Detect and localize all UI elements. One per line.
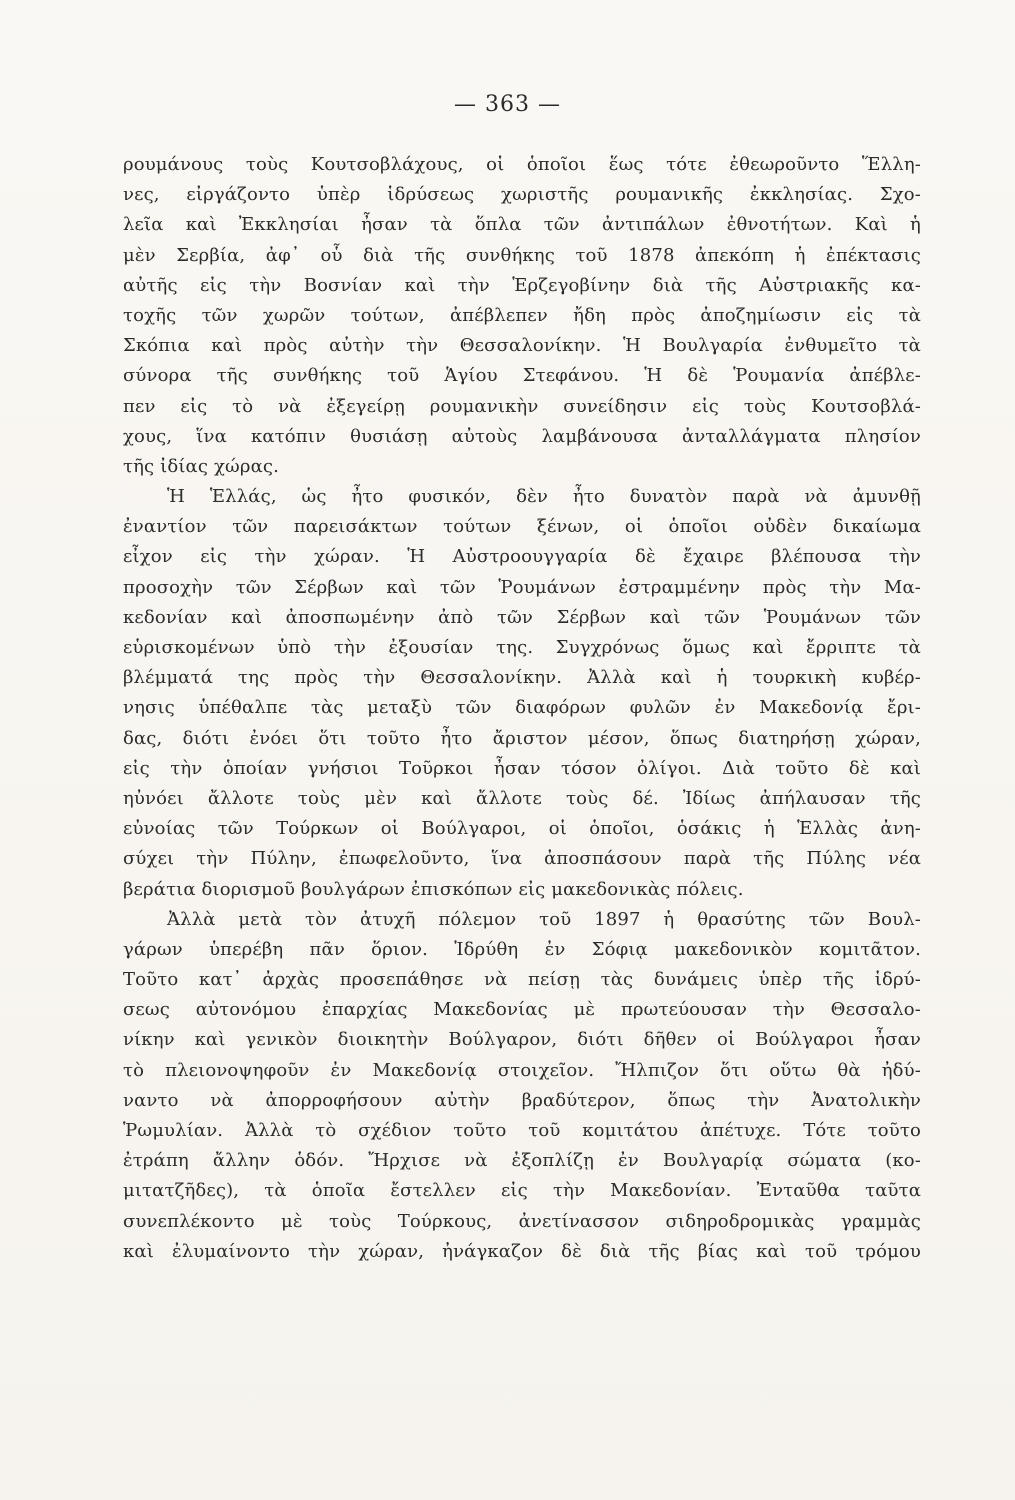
- text-line: ἐτράπη ἄλλην ὁδόν. Ἤρχισε νὰ ἐξοπλίζῃ ἐν Βουλγαρίᾳ σώματα (κο-: [123, 1150, 921, 1172]
- text-line: συνεπλέκοντο μὲ τοὺς Τούρκους, ἀνετίνασσον σιδηροδρομικὰς γραμμὰς: [123, 1210, 921, 1232]
- text-line: βλέμματά της πρὸς τὴν Θεσσαλονίκην. Ἀλλὰ καὶ ἡ τουρκικὴ κυβέρ-: [123, 667, 921, 689]
- text-line: προσοχὴν τῶν Σέρβων καὶ τῶν Ῥουμάνων ἐστραμμένην πρὸς τὴν Μα-: [123, 576, 921, 598]
- text-line: Σκόπια καὶ πρὸς αὐτὴν τὴν Θεσσαλονίκην. Ἡ Βουλγαρία ἐνθυμεῖτο τὰ: [123, 335, 921, 357]
- text-line: μιτατζῆδες), τὰ ὁποῖα ἔστελλεν εἰς τὴν Μακεδονίαν. Ἐνταῦθα ταῦτα: [123, 1180, 921, 1202]
- text-line: ρουμάνους τοὺς Κουτσοβλάχους, οἱ ὁποῖοι ἕως τότε ἐθεωροῦντο Ἕλλη-: [123, 154, 921, 175]
- text-line: Τοῦτο κατ᾽ ἀρχὰς προσεπάθησε νὰ πείσῃ τὰς δυνάμεις ὑπὲρ τῆς ἱδρύ-: [123, 969, 921, 991]
- text-line: τοχῆς τῶν χωρῶν τούτων, ἀπέβλεπεν ἤδη πρὸς ἀποζημίωσιν εἰς τὰ: [123, 304, 921, 326]
- text-line: εἰς τὴν ὁποίαν γνήσιοι Τοῦρκοι ἦσαν τόσον ὀλίγοι. Διὰ τοῦτο δὲ καὶ: [123, 757, 921, 779]
- text-line: χους, ἵνα κατόπιν θυσιάσῃ αὐτοὺς λαμβάνουσα ἀνταλλάγματα πλησίον: [123, 425, 921, 447]
- text-line: ηὐνόει ἄλλοτε τοὺς μὲν καὶ ἄλλοτε τοὺς δέ. Ἰδίως ἀπήλαυσαν τῆς: [123, 787, 921, 809]
- text-line: δας, διότι ἐνόει ὅτι τοῦτο ἦτο ἄριστον μέσον, ὅπως διατηρήσῃ χώραν,: [123, 727, 921, 749]
- text-line: Ἀλλὰ μετὰ τὸν ἀτυχῆ πόλεμον τοῦ 1897 ἡ θρασύτης τῶν Βουλ-: [167, 908, 921, 930]
- text-line: νες, εἰργάζοντο ὑπὲρ ἱδρύσεως χωριστῆς ρουμανικῆς ἐκκλησίας. Σχο-: [123, 184, 921, 206]
- text-line: γάρων ὑπερέβη πᾶν ὅριον. Ἱδρύθη ἐν Σόφιᾳ μακεδονικὸν κομιτᾶτον.: [123, 938, 921, 960]
- text-line: Ἡ Ἑλλάς, ὡς ἦτο φυσικόν, δὲν ἦτο δυνατὸν παρὰ νὰ ἀμυνθῇ: [167, 486, 921, 508]
- text-line: ναντο νὰ ἀπορροφήσουν αὐτὴν βραδύτερον, ὅπως τὴν Ἀνατολικὴν: [123, 1089, 921, 1111]
- text-line: νίκην καὶ γενικὸν διοικητὴν Βούλγαρον, διότι δῆθεν οἱ Βούλγαροι ἦσαν: [123, 1029, 921, 1051]
- text-line: ἐναντίον τῶν παρεισάκτων τούτων ξένων, οἱ ὁποῖοι οὐδὲν δικαίωμα: [123, 516, 921, 538]
- text-line: σεως αὐτονόμου ἐπαρχίας Μακεδονίας μὲ πρωτεύουσαν τὴν Θεσσαλο-: [123, 999, 921, 1021]
- text-line: τῆς ἰδίας χώρας.: [123, 455, 279, 477]
- text-line: εὐνοίας τῶν Τούρκων οἱ Βούλγαροι, οἱ ὁποῖοι, ὁσάκις ἡ Ἑλλὰς ἀνη-: [123, 818, 921, 840]
- text-line: τὸ πλειονοψηφοῦν ἐν Μακεδονίᾳ στοιχεῖον. Ἤλπιζον ὅτι οὕτω θὰ ἠδύ-: [123, 1059, 921, 1081]
- page-number: — 363 —: [454, 92, 561, 117]
- text-line: νησις ὑπέθαλπε τὰς μεταξὺ τῶν διαφόρων φυλῶν ἐν Μακεδονίᾳ ἔρι-: [123, 697, 921, 719]
- text-line: καὶ ἐλυμαίνοντο τὴν χώραν, ἠνάγκαζον δὲ διὰ τῆς βίας καὶ τοῦ τρόμου: [123, 1240, 921, 1262]
- text-line: αὐτῆς εἰς τὴν Βοσνίαν καὶ τὴν Ἑρζεγοβίνην διὰ τῆς Αὐστριακῆς κα-: [123, 274, 921, 296]
- text-line: λεῖα καὶ Ἐκκλησίαι ἦσαν τὰ ὅπλα τῶν ἀντιπάλων ἐθνοτήτων. Καὶ ἡ: [123, 214, 921, 236]
- text-line: εὑρισκομένων ὑπὸ τὴν ἐξουσίαν της. Συγχρόνως ὅμως καὶ ἔρριπτε τὰ: [123, 637, 921, 658]
- text-line: κεδονίαν καὶ ἀποσπωμένην ἀπὸ τῶν Σέρβων καὶ τῶν Ῥουμάνων τῶν: [123, 606, 921, 628]
- text-line: εἶχον εἰς τὴν χώραν. Ἡ Αὐστροουγγαρία δὲ ἔχαιρε βλέπουσα τὴν: [123, 546, 921, 568]
- text-line: πεν εἰς τὸ νὰ ἐξεγείρῃ ρουμανικὴν συνείδησιν εἰς τοὺς Κουτσοβλά-: [123, 395, 921, 417]
- body-text: [123, 150, 921, 1267]
- text-line: σύνορα τῆς συνθήκης τοῦ Ἁγίου Στεφάνου. Ἡ δὲ Ῥουμανία ἀπέβλε-: [123, 365, 921, 387]
- text-line: μὲν Σερβία, ἀφ᾽ οὗ διὰ τῆς συνθήκης τοῦ 1878 ἀπεκόπη ἡ ἐπέκτασις: [123, 244, 921, 266]
- text-line: σύχει τὴν Πύλην, ἐπωφελοῦντο, ἵνα ἀποσπάσουν παρὰ τῆς Πύλης νέα: [123, 848, 921, 870]
- text-line: Ῥωμυλίαν. Ἀλλὰ τὸ σχέδιον τοῦτο τοῦ κομιτάτου ἀπέτυχε. Τότε τοῦτο: [123, 1120, 921, 1141]
- text-line: βεράτια διορισμοῦ βουλγάρων ἐπισκόπων εἰς μακεδονικὰς πόλεις.: [123, 878, 744, 900]
